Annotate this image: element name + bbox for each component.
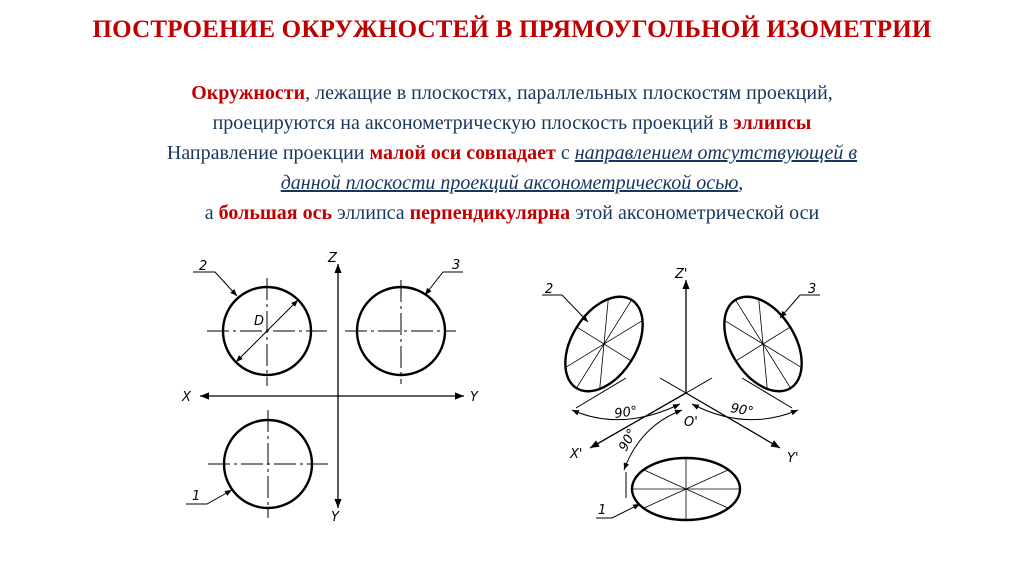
body-text-segment: , лежащие в плоскостях, параллельных плоскостям проекций,: [305, 82, 833, 104]
slide-title: ПОСТРОЕНИЕ ОКРУЖНОСТЕЙ В ПРЯМОУГОЛЬНОЙ ИЗОМЕТРИИ: [92, 16, 932, 43]
right-origin-label: O': [684, 415, 698, 430]
left-label-3: 3: [452, 258, 461, 273]
axis-y-ext: [660, 378, 686, 393]
ellipse-2-axis: [576, 378, 626, 408]
right-axis-z-label: Z': [675, 267, 688, 282]
body-text-segment: этой аксонометрической оси: [570, 202, 820, 224]
left-axis-y-right-label: Y: [470, 390, 478, 405]
leader-3-right: [780, 295, 820, 318]
term-perpendicular: перпендикулярна: [409, 202, 571, 224]
left-axis-y-bottom-label: Y: [331, 510, 339, 525]
body-text-segment: с: [555, 142, 575, 164]
leader-2: [193, 272, 237, 296]
right-axis-y-label: Y': [787, 451, 799, 466]
term-circles: Окружности: [191, 82, 306, 104]
right-axis-x-label: X': [570, 447, 583, 462]
term-minor-axis: малой оси совпадает: [369, 142, 556, 164]
left-dimension-d: D: [254, 314, 265, 329]
angle-label-left: 90°: [613, 403, 639, 422]
ellipse-2: [549, 283, 658, 405]
axis-x-prime: [590, 393, 686, 448]
body-text-segment: эллипса: [332, 202, 410, 224]
underlined-phrase: данной плоскости проекций аксонометрической осью: [280, 172, 739, 194]
body-text-segment: а: [204, 202, 219, 224]
angle-label-bottom: 90°: [616, 426, 641, 454]
term-ellipses: эллипсы: [733, 112, 812, 134]
angle-label-right: 90°: [729, 401, 755, 420]
left-label-2: 2: [199, 259, 208, 274]
leader-2-right: [542, 295, 588, 322]
left-axis-z-label: Z: [328, 251, 337, 266]
ellipse-3: [708, 283, 817, 405]
left-figure: [186, 264, 464, 518]
body-text-segment: Направление проекции: [166, 142, 370, 164]
underlined-phrase: направлением отсутствующей в: [574, 142, 858, 164]
body-text-segment: проецируются на аксонометрическую плоскость проекций в: [212, 112, 734, 134]
left-axis-x-label: X: [182, 390, 191, 405]
right-label-1: 1: [598, 503, 607, 518]
term-major-axis: большая ось: [218, 202, 333, 224]
right-figure: [542, 280, 820, 520]
right-label-2: 2: [545, 282, 554, 297]
leader-3: [425, 272, 463, 295]
axis-x-ext: [686, 378, 712, 393]
right-label-3: 3: [808, 282, 817, 297]
body-text-segment: ,: [738, 172, 744, 194]
ellipse-1: [632, 458, 740, 520]
left-label-1: 1: [192, 489, 201, 504]
